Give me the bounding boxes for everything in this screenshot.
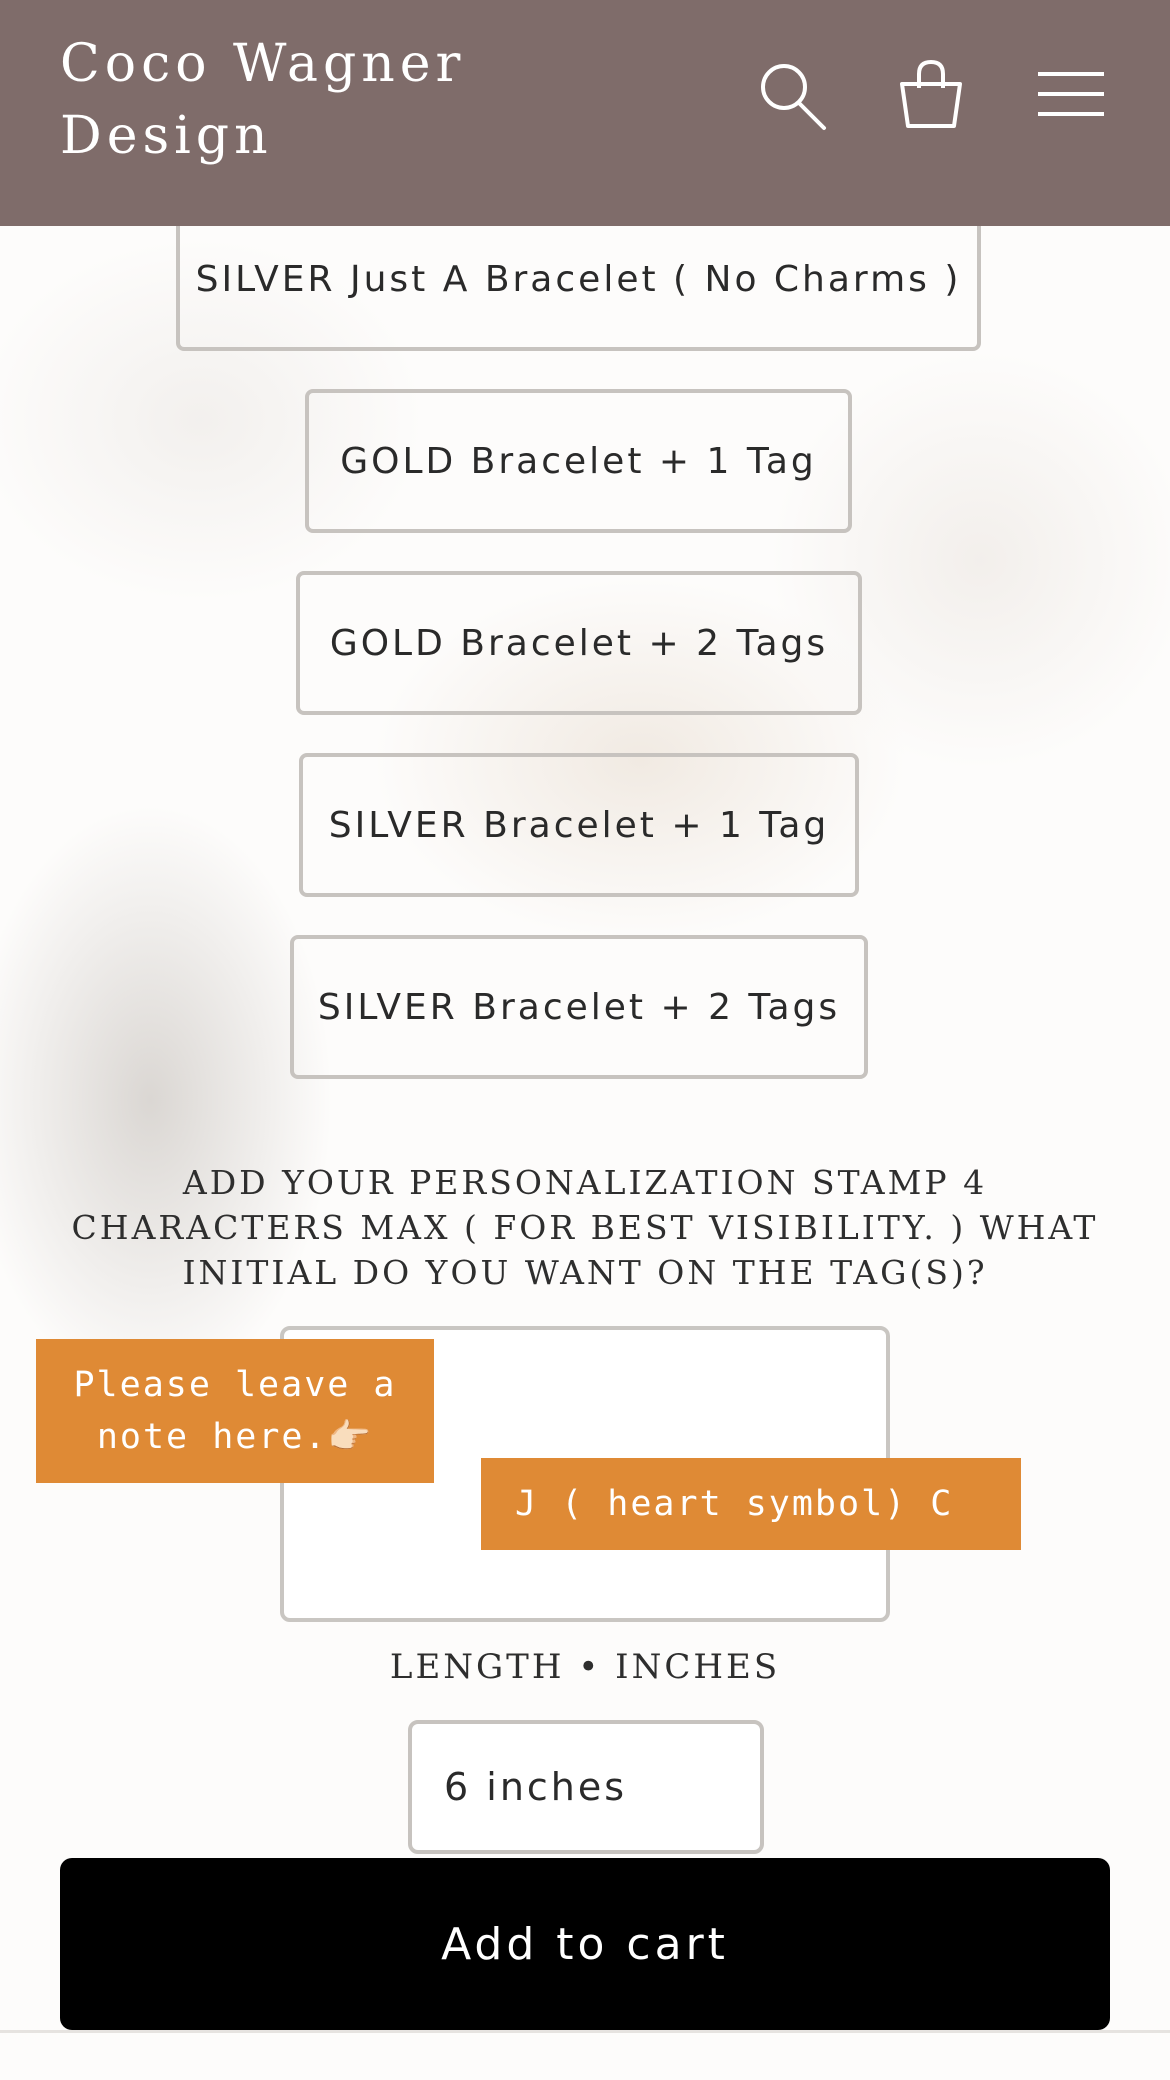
- personalization-label: ADD YOUR PERSONALIZATION STAMP 4 CHARACTERS MAX ( FOR BEST VISIBILITY. ) WHAT INITIAL DO YOU WANT ON THE TAG(S)?: [71, 1163, 1099, 1292]
- option-silver-1-tag[interactable]: SILVER Bracelet + 1 Tag: [299, 753, 859, 897]
- search-icon[interactable]: [752, 54, 834, 136]
- option-silver-2-tags[interactable]: SILVER Bracelet + 2 Tags: [290, 935, 868, 1079]
- site-header: [0, 0, 1170, 226]
- example-tooltip: J ( heart symbol) C: [481, 1458, 1021, 1550]
- option-gold-2-tags[interactable]: GOLD Bracelet + 2 Tags: [296, 571, 862, 715]
- length-select[interactable]: [408, 1720, 764, 1854]
- length-label: LENGTH • INCHES: [389, 1647, 781, 1687]
- shopping-bag-icon[interactable]: [890, 54, 972, 136]
- option-silver-no-charms[interactable]: SILVER Just A Bracelet ( No Charms ): [176, 207, 981, 351]
- option-gold-1-tag[interactable]: GOLD Bracelet + 1 Tag: [305, 389, 852, 533]
- add-to-cart-button[interactable]: Add to cart: [60, 1858, 1110, 2030]
- length-selected-value: 6 inches: [444, 1765, 628, 1809]
- bottom-divider: [0, 2030, 1170, 2033]
- note-tooltip: Please leave a note here.👉🏻: [36, 1339, 434, 1483]
- hamburger-menu-icon[interactable]: [1030, 54, 1112, 136]
- brand-logo-text[interactable]: Coco Wagner Design: [60, 34, 466, 166]
